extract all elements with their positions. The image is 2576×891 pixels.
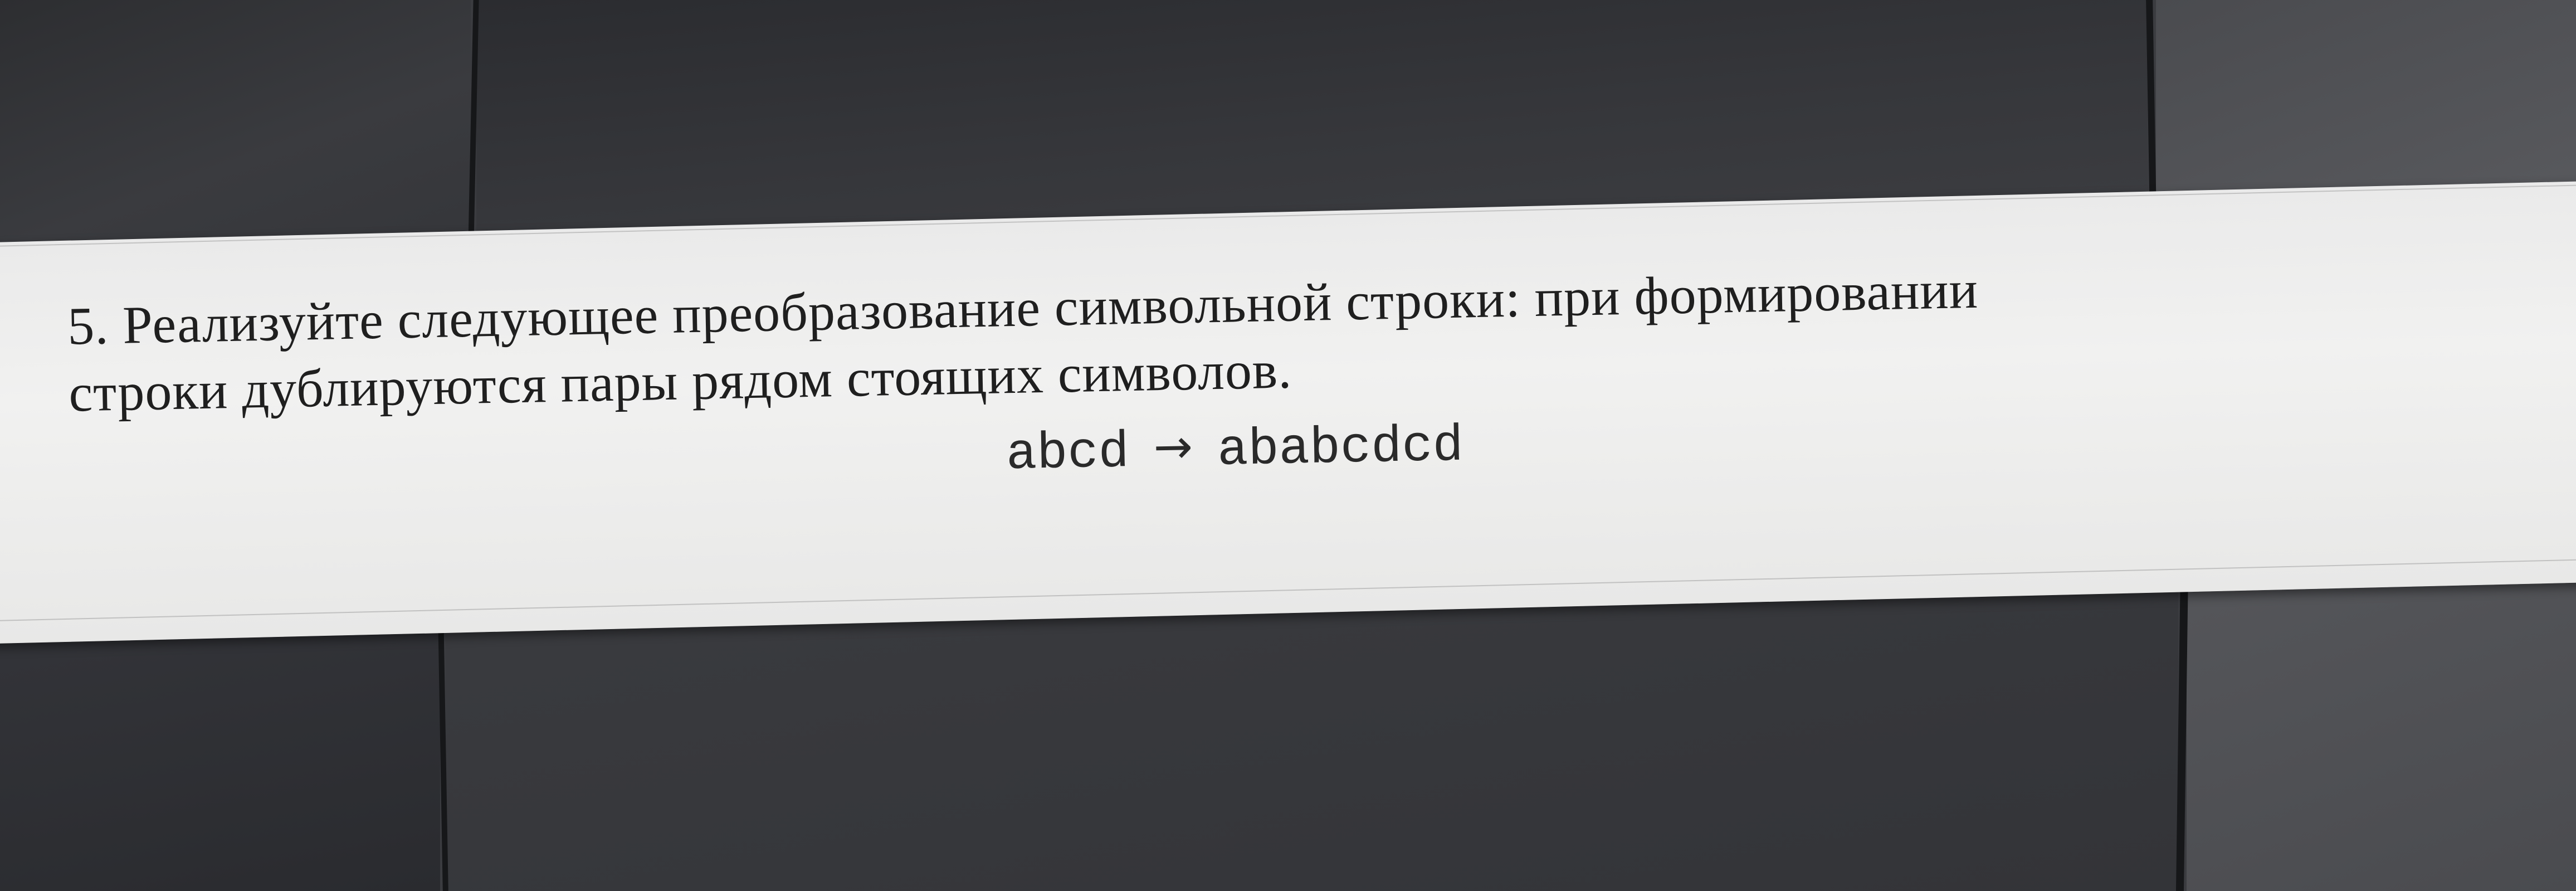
dark-table-tile: [0, 0, 471, 245]
task-statement-line-1: 5. Реализуйте следующее преобразование символьной строки: при формировании: [67, 259, 1979, 356]
task-statement-line-2: строки дублируются пары рядом стоящих символов.: [68, 339, 1293, 423]
example-output: ababcdcd: [1217, 416, 1464, 480]
example-transformation: [1006, 416, 1464, 484]
task-text-block: [56, 243, 2511, 541]
light-table-tile: [2187, 568, 2576, 891]
dark-table-tile: [446, 585, 2178, 891]
right-arrow-icon: →: [1153, 418, 1193, 475]
example-input: abcd: [1005, 423, 1130, 484]
